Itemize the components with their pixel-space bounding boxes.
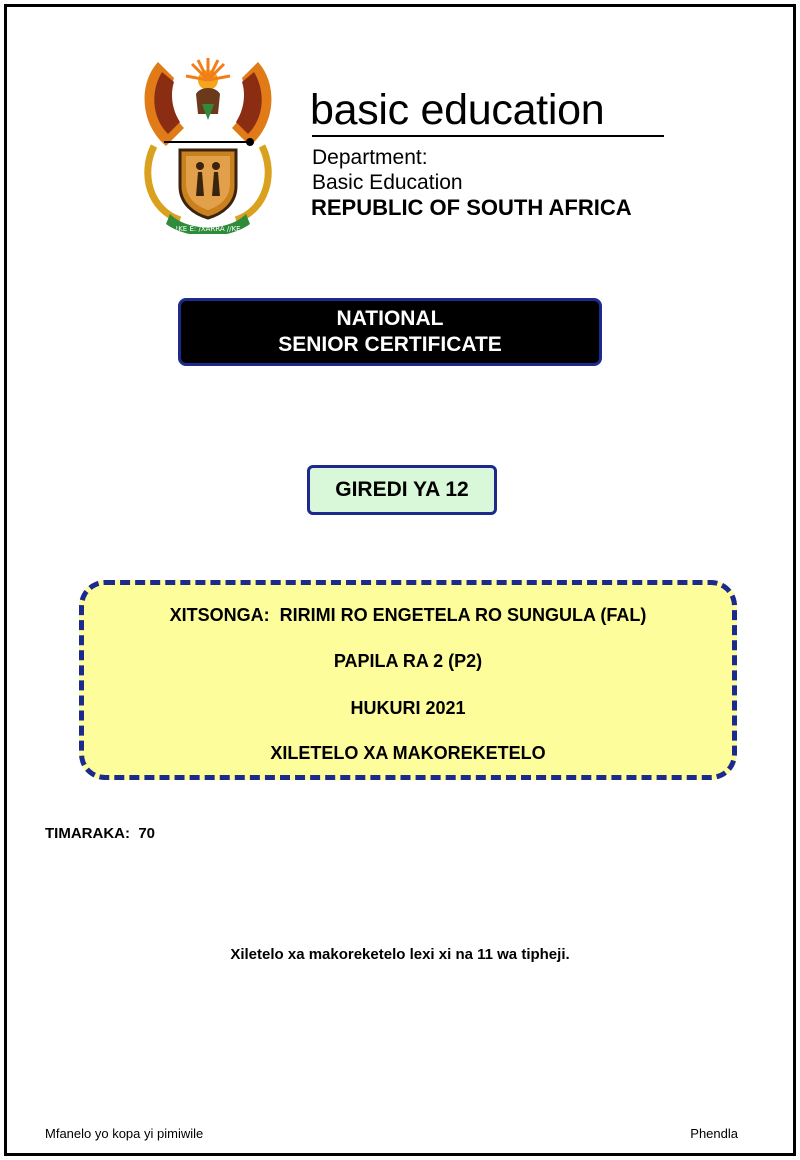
certificate-line-1: NATIONAL: [336, 307, 444, 330]
exam-session: HUKURI 2021: [350, 698, 466, 718]
certificate-line-2: SENIOR CERTIFICATE: [278, 333, 502, 356]
grade-label: GIREDI YA 12: [335, 478, 469, 501]
coat-of-arms-logo: [136, 54, 280, 234]
marks-line: [45, 825, 155, 842]
sun-icon: [186, 58, 230, 90]
subject-panel: [79, 580, 737, 780]
brand-title: basic education: [310, 86, 605, 134]
marks-value: 70: [138, 825, 156, 842]
page-count-note: Xiletelo xa makoreketelo lexi xi na 11 wa tipheji.: [230, 946, 570, 963]
certificate-banner: [178, 298, 602, 366]
next-page-note: Phendla: [690, 1126, 738, 1141]
document-type: XILETELO XA MAKOREKETELO: [270, 743, 546, 763]
marks-label: TIMARAKA:: [45, 825, 130, 842]
department-name: Basic Education: [312, 171, 463, 194]
paper-number: PAPILA RA 2 (P2): [333, 651, 483, 671]
brand-underline: [312, 135, 664, 137]
motto-text: !KE E: /XARRA //KE: [175, 225, 241, 233]
country-name: REPUBLIC OF SOUTH AFRICA: [311, 195, 632, 220]
grade-badge: [307, 465, 497, 515]
department-label: Department:: [312, 146, 428, 169]
copyright-notice: Mfanelo yo kopa yi pimiwile: [45, 1126, 204, 1141]
subject-title: XITSONGA: RIRIMI RO ENGETELA RO SUNGULA (FAL): [169, 605, 647, 625]
